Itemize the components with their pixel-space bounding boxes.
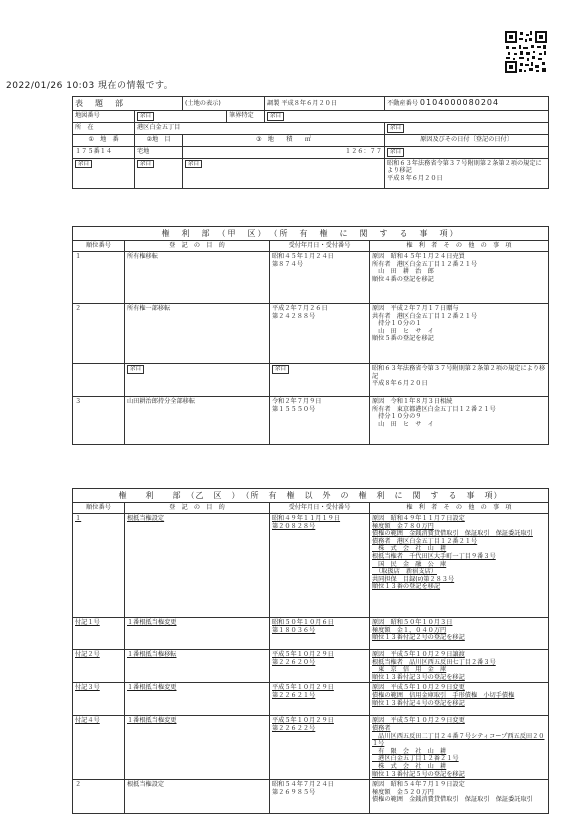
otsuku-h-purpose: 登 記 の 目 的 [125, 503, 270, 514]
otsuku-row-purpose: 根抵当権設定 [125, 514, 270, 618]
timestamp: 2022/01/26 10:03 現在の情報です。 [6, 81, 174, 91]
kouku-row-purpose: 所有権一部移転 [125, 304, 270, 364]
kouku-h-no: 順位番号 [73, 241, 125, 252]
kouku-row-receipt: 令和２年７月９日 第１５５５０号 [270, 397, 370, 445]
realty-cell [385, 97, 549, 111]
kouku-table [72, 226, 549, 445]
otsuku-row-receipt: 平成５年１０月２９日 第２２６２２号 [270, 716, 370, 780]
prep-date: 平成８年６月２０日 [281, 99, 338, 107]
otsuku-row-receipt: 平成５年１０月２９日 第２２６２０号 [270, 650, 370, 683]
chiban-value: １７５番１４ [73, 147, 135, 159]
kouku-row-purpose: 山田耕治郎持分全部移転 [125, 397, 270, 445]
area-blank: 余白 [183, 158, 385, 188]
area-value: １２６：７７ [183, 147, 385, 159]
kouku-row-3 [73, 364, 549, 397]
kouku-row-owner: 原因 昭和４５年１月２４日売買 所有者 港区白金五丁目１２番２１号 山 田 耕 治 郎 順位４番の登記を移記 [370, 252, 549, 304]
boundary-label: 筆界特定 [227, 111, 265, 123]
kouku-row-receipt: 昭和４５年１月２４日 第８７４号 [270, 252, 370, 304]
otsuku-row-no: 付記２号 [73, 650, 125, 683]
otsuku-row-owner: 原因 平成５年１０月２９日譲渡 根抵当権者 品川区西五反田七丁目２番３号 東 京 信 用 金 庫 順位１３番付記３号の登記を移記 [370, 650, 549, 683]
otsuku-row-2 [73, 618, 549, 650]
kouku-row-owner: 原因 平成２年７月１７日贈与 共有者 港区白金五丁目１２番２１号 持分１０分の１ 山 田 ヒ サ イ 順位５番の登記を移記 [370, 304, 549, 364]
realty-label: 不動産番号 [387, 100, 418, 108]
otsuku-row-no: 付記１号 [73, 618, 125, 650]
kouku-row-4 [73, 397, 549, 445]
otsuku-row-owner: 原因 昭和５４年７月１９日設定 極度額 金５２０万円 債権の範囲 金銭消費貸借取引 保証取引 保証委託取引 [370, 780, 549, 814]
otsuku-row-no: 付記４号 [73, 716, 125, 780]
otsuku-h-owner: 権 利 者 そ の 他 の 事 項 [370, 503, 549, 514]
otsuku-row-4 [73, 683, 549, 716]
location-value: 港区白金五丁目 [135, 123, 385, 135]
otsuku-row-receipt: 昭和４９年１１月１９日 第２０８２８号 [270, 514, 370, 618]
kouku-h-receipt: 受付年月日・受付番号 [270, 241, 370, 252]
kouku-row-1 [73, 252, 549, 304]
otsuku-row-purpose: １番根抵当権移転 [125, 650, 270, 683]
otsuku-row-purpose: １番根抵当権変更 [125, 618, 270, 650]
col-chiban: ① 地 番 [73, 135, 135, 147]
otsuku-row-3 [73, 650, 549, 683]
qr-code [504, 30, 548, 74]
col-chimoku: ②地 目 [135, 135, 183, 147]
otsuku-row-no: ２ [73, 780, 125, 814]
kouku-row-no: ３ [73, 397, 125, 445]
kouku-row-purpose: 余白 [125, 364, 270, 397]
otsuku-row-purpose: 根抵当権設定 [125, 780, 270, 814]
otsuku-row-receipt: 昭和５０年１０月６日 第１８０３６号 [270, 618, 370, 650]
otsuku-row-purpose: １番根抵当権変更 [125, 683, 270, 716]
otsuku-h-receipt: 受付年月日・受付番号 [270, 503, 370, 514]
chiban-blank: 余白 [73, 158, 135, 188]
kouku-row-purpose: 所有権移転 [125, 252, 270, 304]
kouku-h-purpose: 登 記 の 目 的 [125, 241, 270, 252]
realty-number: 0104000080204 [419, 98, 500, 108]
otsuku-row-1 [73, 514, 549, 618]
map-label: 地図番号 [73, 111, 135, 123]
kouku-row-owner: 原因 令和１年８月３日相続 所有者 東京都港区白金五丁目１２番２１号 持分１０分の９ 山 田 ヒ サ イ [370, 397, 549, 445]
kouku-row-2 [73, 304, 549, 364]
kouku-row-receipt: 余白 [270, 364, 370, 397]
col-area: ③ 地 積 ㎡ [183, 135, 385, 147]
hyodai-title: 表 題 部 [73, 97, 183, 111]
otsuku-row-owner: 原因 昭和５０年１０月３日 極度額 金１，０４０万円 順位１３番付記２号の登記を移記 [370, 618, 549, 650]
map-value: 余白 [135, 111, 227, 123]
otsuku-table [72, 488, 549, 814]
col-cause: 原因及びその日付〔登記の日付〕 [385, 135, 549, 147]
kouku-title: 権 利 部 （甲 区） （所 有 権 に 関 す る 事 項） [73, 227, 549, 241]
otsuku-row-owner: 原因 昭和４９年１１月７日設定 極度額 金７８０万円 債権の範囲 金銭消費貸借取引 保証取引 保証委託取引 債務者 港区白金五丁目１２番２１号 株 式 会 社 山 耕 根抵当権者 千代田区大手町一丁目９番３号 国 民 金 融 公 庫 （取扱店 新宿支店） 共同担保 目録(ﾛ)第２８３号 順位１３番の登記を移記 [370, 514, 549, 618]
otsuku-row-5 [73, 716, 549, 780]
cause-value: 昭和６３年法務省令第３７号附則第２条第２項の規定により移記 平成８年６月２０日 [385, 158, 549, 188]
otsuku-row-receipt: 昭和５４年７月２４日 第２６９８５号 [270, 780, 370, 814]
otsuku-row-6 [73, 780, 549, 814]
otsuku-row-owner: 原因 平成５年１０月２９日変更 債権の範囲 信用金庫取引 手形債権 小切手債権 順位１３番付記４号の登記を移記 [370, 683, 549, 716]
kouku-row-owner: 昭和６３年法務省令第３７号附則第２条第２項の規定により移記 平成８年６月２０日 [370, 364, 549, 397]
otsuku-h-no: 順位番号 [73, 503, 125, 514]
kouku-row-receipt: 平成２年７月２６日 第２４２８８号 [270, 304, 370, 364]
otsuku-row-purpose: １番根抵当権変更 [125, 716, 270, 780]
kouku-h-owner: 権 利 者 そ の 他 の 事 項 [370, 241, 549, 252]
kouku-row-no: ２ [73, 304, 125, 364]
hyodai-table [72, 96, 549, 189]
chimoku-blank: 余白 [135, 158, 183, 188]
otsuku-row-no: 付記３号 [73, 683, 125, 716]
kouku-row-no [73, 364, 125, 397]
location-label: 所 在 [73, 123, 135, 135]
otsuku-row-receipt: 平成５年１０月２９日 第２２６２１号 [270, 683, 370, 716]
cause-blank: 余白 [385, 147, 549, 159]
chimoku-value: 宅地 [135, 147, 183, 159]
prep-cell [265, 97, 385, 111]
location-blank: 余白 [385, 123, 549, 135]
otsuku-title: 権 利 部 （乙 区 ） （所 有 権 以 外 の 権 利 に 関 す る 事 項） [73, 489, 549, 503]
prep-label: 調製 [267, 99, 280, 107]
boundary-value: 余白 [265, 111, 549, 123]
hyodai-subtitle: (土地の表示) [183, 97, 265, 111]
otsuku-row-no: １ [73, 514, 125, 618]
otsuku-row-owner: 原因 平成５年１０月２９日変更 債務者 品川区西五反田二丁目２４番７号シティコープ西五反田２０１号 有 限 会 社 山 耕 港区白金五丁目１２番２１号 株 式 会 社 山 耕 順位１３番付記５号の登記を移記 [370, 716, 549, 780]
kouku-row-no: １ [73, 252, 125, 304]
